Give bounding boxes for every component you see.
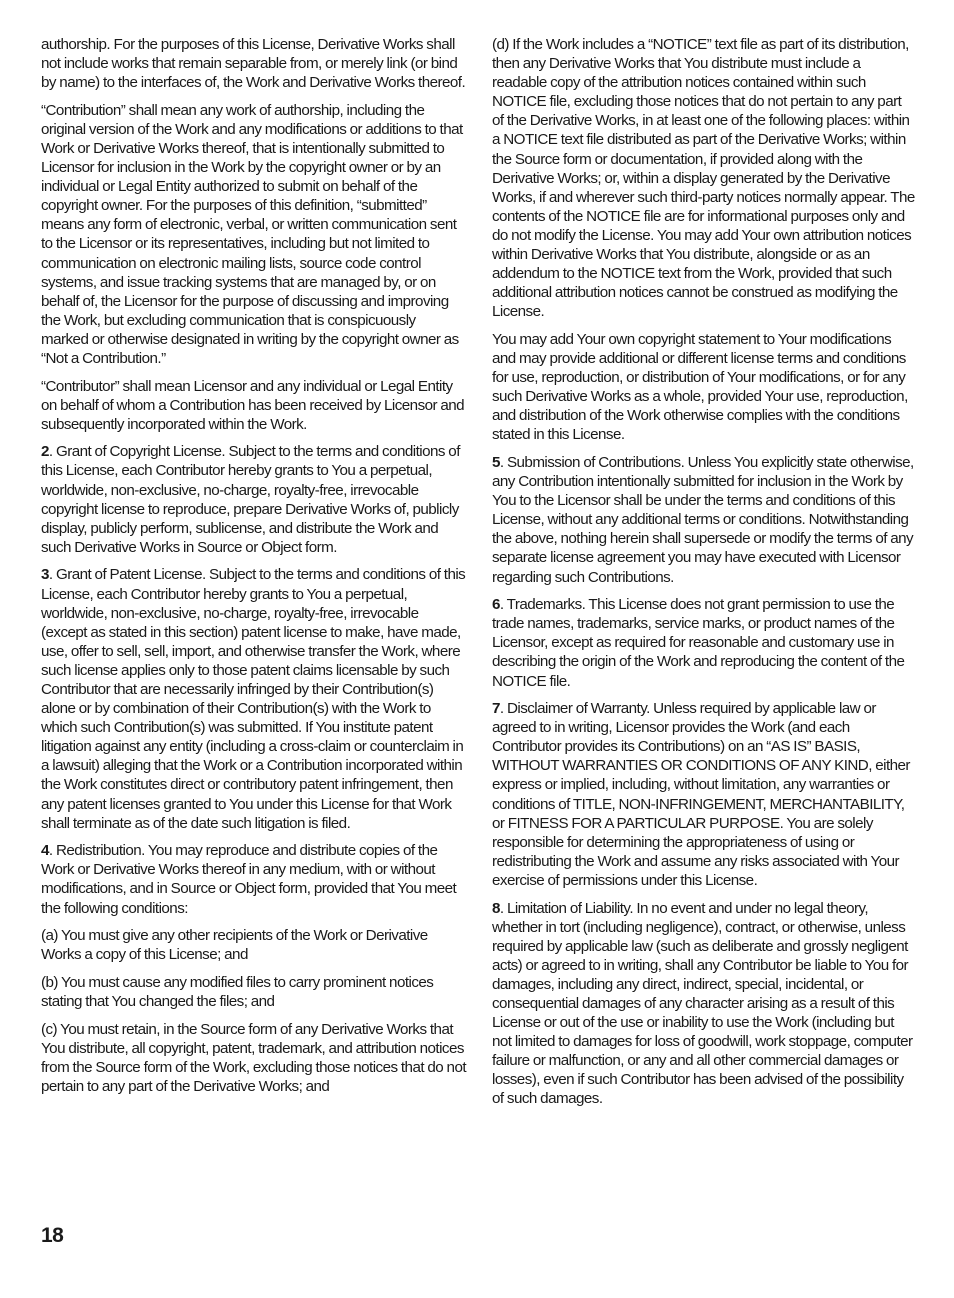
left-column (41, 35, 466, 1104)
section-number: 3 (41, 566, 49, 584)
page-number: 18 (41, 1224, 64, 1247)
right-column (492, 35, 916, 1117)
paragraph: authorship. For the purposes of this License, Derivative Works shall not include works that remain separable from, or merely link (or bind by name) to the interfaces of, the Work and Derivative Works thereof. (41, 36, 466, 92)
section-number: 5 (492, 453, 500, 471)
section-number: 7 (492, 700, 500, 718)
paragraph: “Contributor” shall mean Licensor and any individual or Legal Entity on behalf of whom a Contribution has been received by Licensor and subsequently incorporated within the Work. (41, 377, 465, 433)
paragraph: “Contribution” shall mean any work of authorship, including the original version of the Work and any modifications or additions to that Work or Derivative Works thereof, that is intentionally submitted to Licensor for inclusion in the Work by the copyright owner or by an individual or Legal Entity authorized to submit on behalf of the copyright owner. For the purposes of this definition, “submitted” means any form of electronic, verbal, or written communication sent to the Licensor or its representatives, including but not limited to communication on electronic mailing lists, source code control systems, and issue tracking systems that are managed by, or on behalf of, the Licensor for the purpose of discussing and improving the Work, but excluding communication that is conspicuously marked or otherwise designated in writing by the copyright owner as “Not a Contribution.” (41, 101, 463, 367)
section-paragraph: 6. Trademarks. This License does not grant permission to use the trade names, trademarks, service marks, or product names of the Licensor, except as required for reasonable and customary use in describing the origin of the Work and reproducing the content of the NOTICE file. (492, 596, 905, 690)
section-number: 8 (492, 899, 500, 917)
section-paragraph: 2. Grant of Copyright License. Subject to the terms and conditions of this License, each Contributor hereby grants to You a perpetual, worldwide, non-exclusive, no-charge, royalty-free, irrevocable copyright license to reproduce, prepare Derivative Works of, publicly display, publicly perform, sublicense, and distribute the Work and such Derivative Works in Source or Object form. (41, 443, 460, 556)
section-number: 6 (492, 596, 500, 614)
paragraph: You may add Your own copyright statement to Your modifications and may provide additional or different license terms and conditions for use, reproduction, or distribution of Your modifications, or for any such Derivative Works as a whole, provided Your use, reproduction, and distribution of the Work otherwise complies with the conditions stated in this License. (492, 330, 908, 444)
section-number: 2 (41, 443, 49, 461)
section-paragraph: 8. Limitation of Liability. In no event and under no legal theory, whether in tort (including negligence), contract, or otherwise, unless required by applicable law (such as deliberate and grossly negligent acts) or agreed to in writing, shall any Contributor be liable to You for damages, including any direct, indirect, special, incidental, or consequential damages of any character arising as a result of this License or out of the use or inability to use the Work (including but not limited to damages for loss of goodwill, work stoppage, computer failure or malfunction, or any and all other commercial damages or losses), even if such Contributor has been advised of the possibility of such damages. (492, 899, 913, 1108)
paragraph: (a) You must give any other recipients of the Work or Derivative Works a copy of this License; and (41, 927, 428, 964)
section-number: 4 (41, 842, 49, 860)
paragraph: (d) If the Work includes a “NOTICE” text file as part of its distribution, then any Derivative Works that You distribute must include a readable copy of the attribution notices contained within such NOTICE file, excluding those notices that do not pertain to any part of the Derivative Works, in at least one of the following places: within a NOTICE text file distributed as part of the Derivative Works; within the Source form or documentation, if provided along with the Derivative Works; or, within a display generated by the Derivative Works, if and wherever such third-party notices normally appear. The contents of the NOTICE file are for informational purposes only and do not modify the License. You may add Your own attribution notices within Derivative Works that You distribute, alongside or as an addendum to the NOTICE text from the Work, provided that such additional attribution notices cannot be construed as modifying the License. (492, 36, 915, 321)
paragraph: (b) You must cause any modified files to carry prominent notices stating that You changed the files; and (41, 973, 434, 1010)
section-paragraph: 5. Submission of Contributions. Unless You explicitly state otherwise, any Contribution intentionally submitted for inclusion in the Work by You to the Licensor shall be under the terms and conditions of this License, without any additional terms or conditions. Notwithstanding the above, nothing herein shall supersede or modify the terms of any separate license agreement you may have executed with Licensor regarding such Contributions. (492, 453, 914, 586)
section-paragraph: 4. Redistribution. You may reproduce and distribute copies of the Work or Derivative Works thereof in any medium, with or without modifications, and in Source or Object form, provided that You meet the following conditions: (41, 842, 457, 917)
section-paragraph: 3. Grant of Patent License. Subject to the terms and conditions of this License, each Contributor hereby grants to You a perpetual, worldwide, non-exclusive, no-charge, royalty-free, irrevocable (except as stated in this section) patent license to make, have made, use, offer to sell, sell, import, and otherwise transfer the Work, where such license applies only to those patent claims licensable by such Contributor that are necessarily infringed by their Contribution(s) alone or by combination of their Contribution(s) with the Work to which such Contribution(s) was submitted. If You institute patent litigation against any entity (including a cross-claim or counterclaim in a lawsuit) alleging that the Work or a Contribution incorporated within the Work constitutes direct or contributory patent infringement, then any patent licenses granted to You under this License for that Work shall terminate as of the date such litigation is filed. (41, 566, 466, 832)
paragraph: (c) You must retain, in the Source form of any Derivative Works that You distribute, all copyright, patent, trademark, and attribution notices from the Source form of the Work, excluding those notices that do not pertain to any part of the Derivative Works; and (41, 1020, 467, 1095)
section-paragraph: 7. Disclaimer of Warranty. Unless required by applicable law or agreed to in writing, Licensor provides the Work (and each Contributor provides its Contributions) on an “AS IS” BASIS, WITHOUT WARRANTIES OR CONDITIONS OF ANY KIND, either express or implied, including, without limitation, any warranties or conditions of TITLE, NON-INFRINGEMENT, MERCHANTABILITY, or FITNESS FOR A PARTICULAR PURPOSE. You are solely responsible for determining the appropriateness of using or redistributing the Work and assume any risks associated with Your exercise of permissions under this License. (492, 700, 910, 889)
